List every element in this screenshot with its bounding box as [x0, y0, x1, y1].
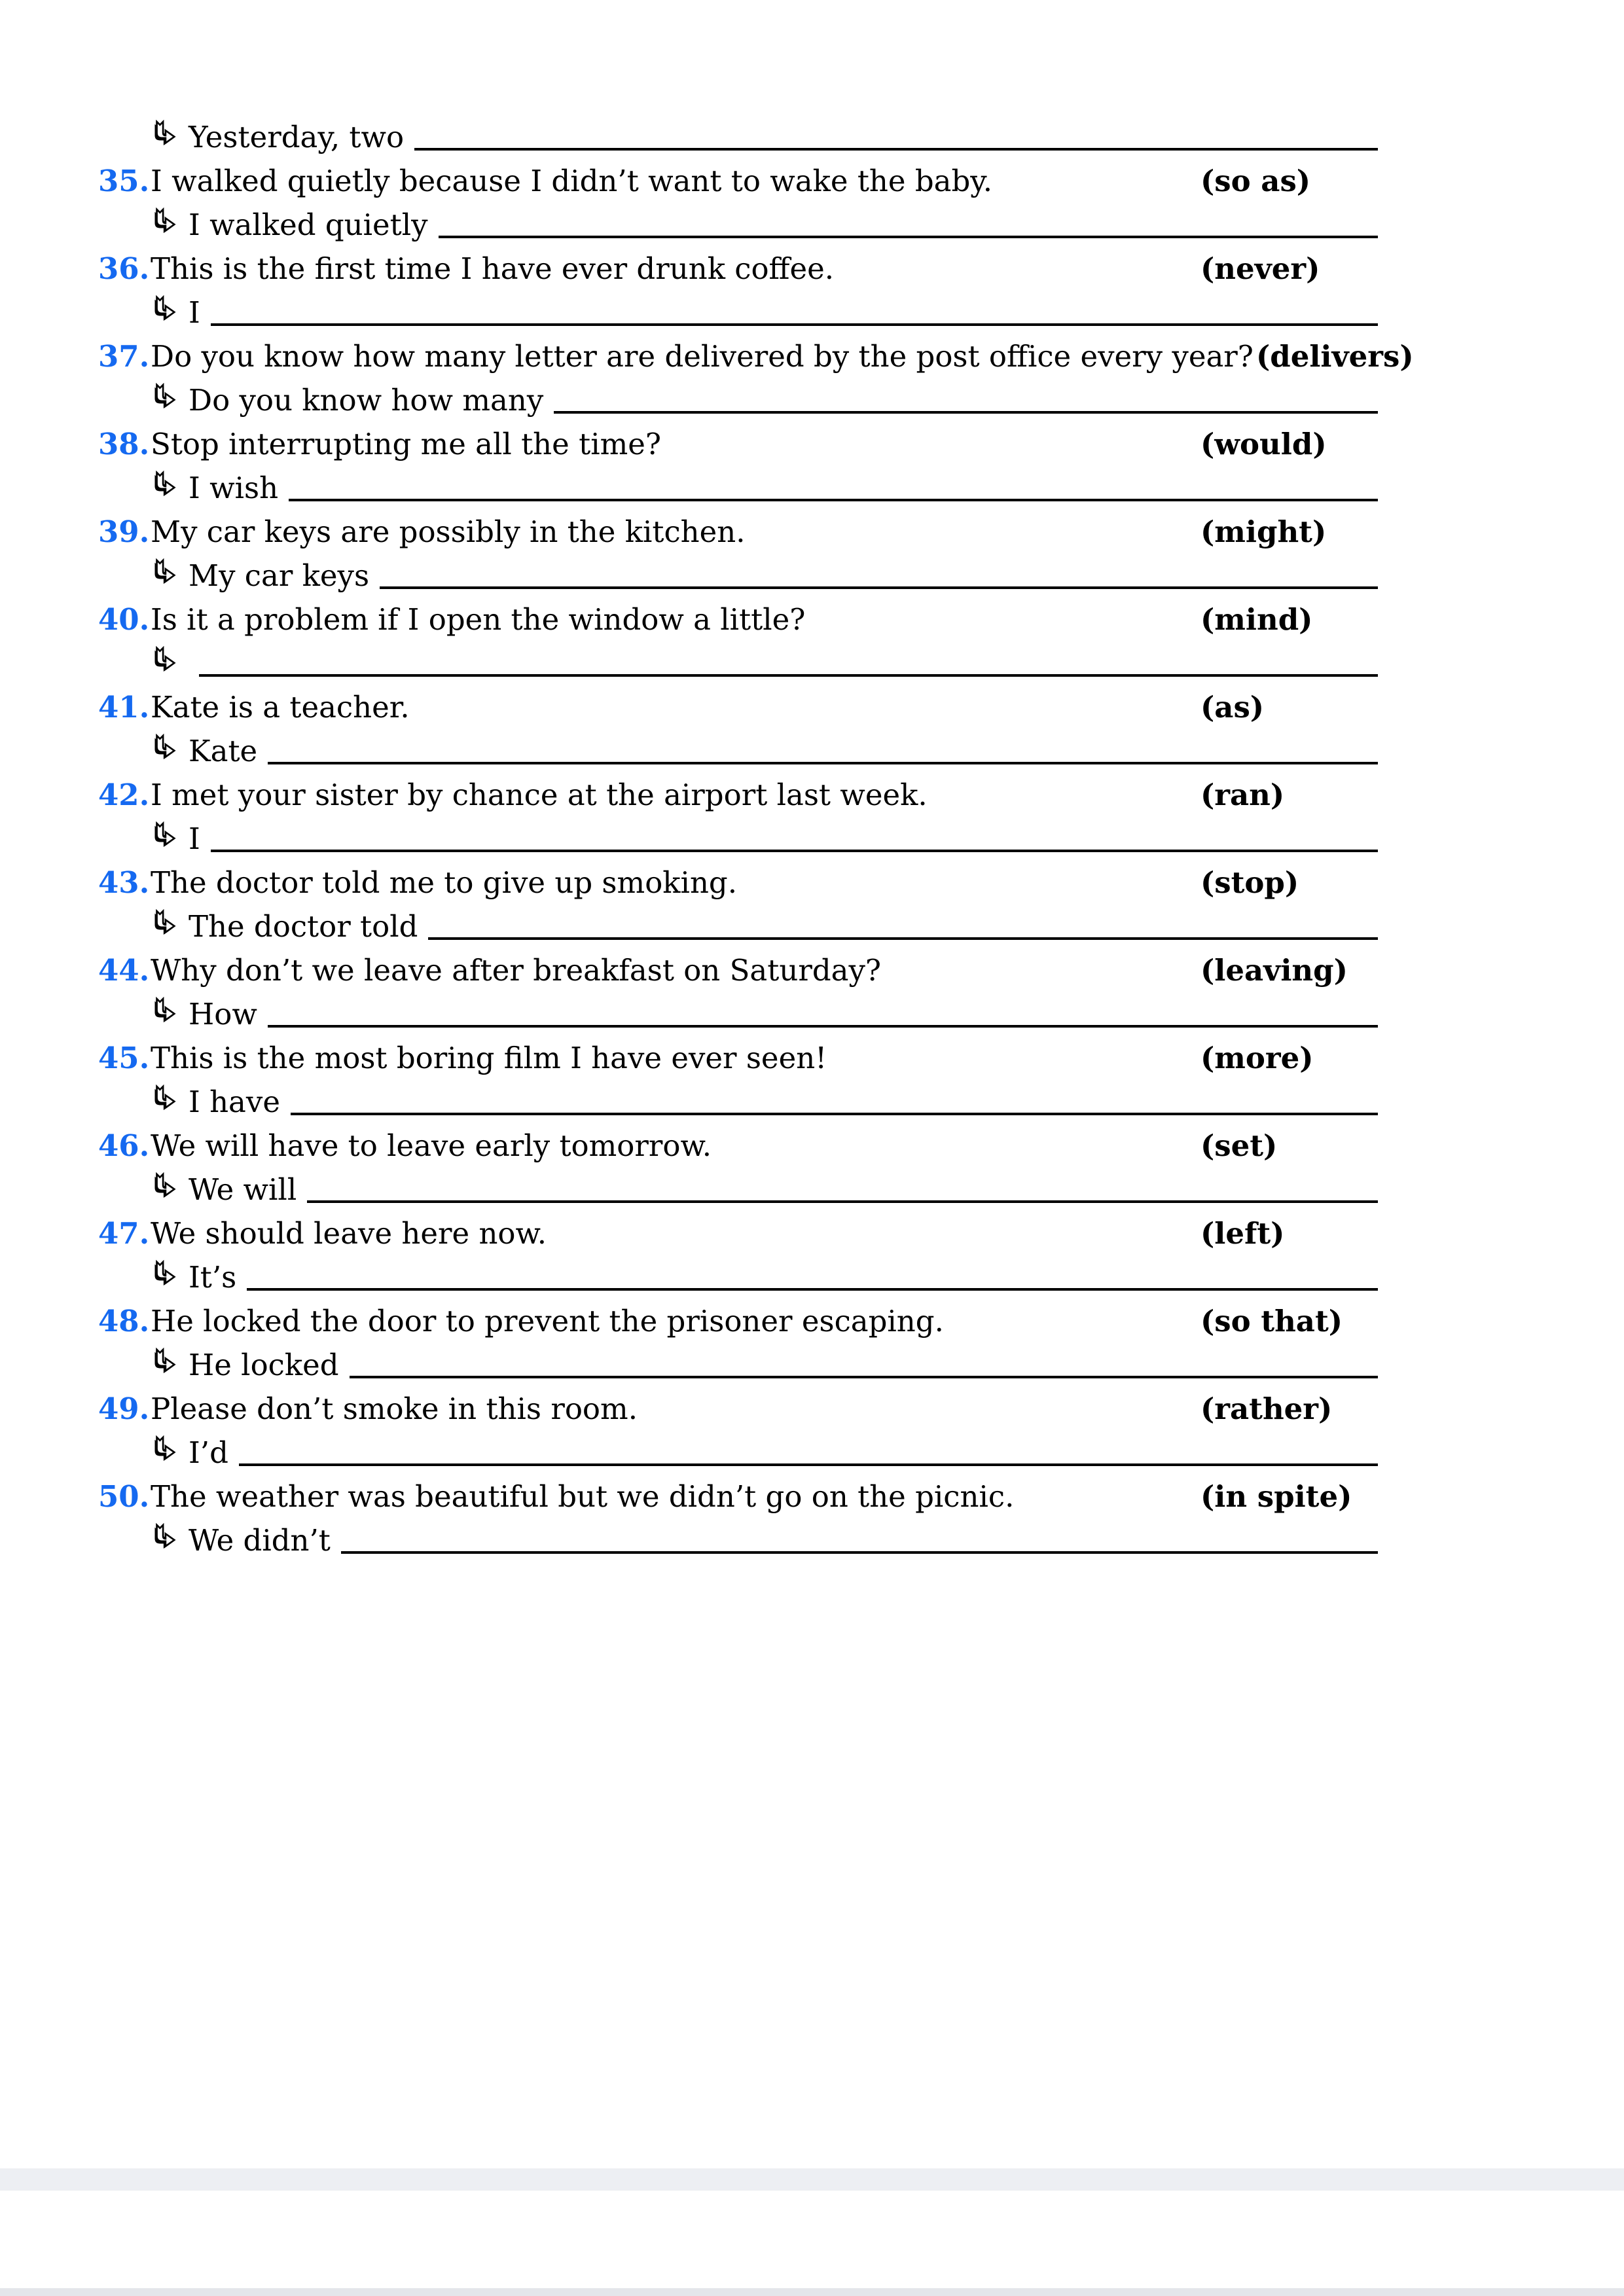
sentence-row [98, 334, 1414, 378]
item-keyword: (as) [1200, 690, 1265, 725]
item-keyword: (more) [1200, 1041, 1314, 1075]
answer-lead: I have [189, 1085, 280, 1119]
answer-lead: Kate [189, 734, 258, 768]
item-keyword: (would) [1200, 427, 1327, 461]
sentence-row [98, 510, 1414, 554]
exercise-item [98, 948, 1414, 1036]
item-sentence: Do you know how many letter are delivered by the post office every year? [151, 339, 1254, 374]
exercise-item [98, 861, 1414, 948]
item-keyword: (so that) [1200, 1304, 1343, 1338]
item-keyword: (stop) [1200, 865, 1299, 900]
answer-row [98, 641, 1414, 685]
answer-row [98, 1255, 1414, 1299]
curved-return-arrow-icon [151, 817, 179, 861]
item-keyword: (rather) [1200, 1391, 1333, 1426]
answer-blank-line [291, 1080, 1378, 1115]
answer-lead: I [189, 295, 200, 330]
item-sentence: My car keys are possibly in the kitchen. [151, 514, 746, 549]
item-number: 49. [98, 1391, 150, 1426]
sentence-row [98, 159, 1414, 203]
item-number: 36. [98, 251, 150, 286]
answer-lead: I walked quietly [189, 207, 428, 242]
curved-return-arrow-icon [151, 1168, 179, 1211]
item-sentence: We should leave here now. [151, 1216, 547, 1251]
items-list [98, 159, 1414, 1562]
sentence-row [98, 1211, 1414, 1255]
worksheet-page [98, 115, 1414, 1562]
answer-row [98, 1518, 1414, 1562]
exercise-item [98, 422, 1414, 510]
answer-row [98, 992, 1414, 1036]
sentence-row [98, 948, 1414, 992]
curved-return-arrow-icon [151, 1431, 179, 1475]
item-number: 42. [98, 778, 150, 812]
item-number: 44. [98, 953, 150, 988]
item-number: 40. [98, 602, 150, 637]
answer-blank-line [289, 466, 1378, 501]
exercise-item [98, 247, 1414, 334]
sentence-row [98, 685, 1414, 729]
answer-blank-line [554, 378, 1378, 414]
item-sentence: This is the most boring film I have ever seen! [151, 1041, 827, 1075]
answer-row [98, 729, 1414, 773]
item-keyword: (set) [1200, 1128, 1278, 1163]
item-keyword: (might) [1200, 514, 1327, 549]
sentence-row [98, 1387, 1414, 1431]
sentence-row [98, 598, 1414, 641]
item-keyword: (leaving) [1200, 953, 1348, 988]
item-sentence: Stop interrupting me all the time? [151, 427, 662, 461]
answer-lead: We will [189, 1172, 297, 1207]
item-sentence: Why don’t we leave after breakfast on Saturday? [151, 953, 882, 988]
item-number: 47. [98, 1216, 150, 1251]
answer-blank-line [199, 641, 1378, 677]
item-keyword: (ran) [1200, 778, 1285, 812]
answer-row [98, 291, 1414, 334]
item-sentence: He locked the door to prevent the prisoner escaping. [151, 1304, 944, 1338]
answer-row [98, 905, 1414, 948]
item-number: 43. [98, 865, 150, 900]
exercise-item [98, 1299, 1414, 1387]
answer-blank-line [211, 817, 1378, 852]
item-number: 37. [98, 339, 150, 374]
answer-row [98, 1431, 1414, 1475]
page-bottom-edge-band [0, 2288, 1624, 2296]
answer-blank-line [341, 1518, 1378, 1554]
item-number: 41. [98, 690, 150, 725]
answer-blank-line [247, 1255, 1378, 1291]
answer-blank-line [307, 1168, 1378, 1203]
exercise-item [98, 1124, 1414, 1211]
item-keyword: (mind) [1200, 602, 1313, 637]
curved-return-arrow-icon [151, 203, 179, 247]
answer-lead: Yesterday, two [189, 120, 405, 154]
answer-row [98, 1080, 1414, 1124]
exercise-item [98, 510, 1414, 598]
answer-blank-line [211, 291, 1378, 326]
item-number: 46. [98, 1128, 150, 1163]
answer-blank-line [380, 554, 1378, 589]
item-keyword: (never) [1200, 251, 1320, 286]
footer-gray-band [0, 2168, 1624, 2191]
answer-lead: We didn’t [189, 1523, 331, 1558]
exercise-item [98, 598, 1414, 685]
item-sentence: I met your sister by chance at the airport last week. [151, 778, 928, 812]
answer-blank-line [268, 729, 1378, 764]
curved-return-arrow-icon [151, 466, 179, 510]
item-number: 35. [98, 164, 150, 198]
answer-row [98, 203, 1414, 247]
exercise-item [98, 1387, 1414, 1475]
exercise-item [98, 159, 1414, 247]
exercise-item [98, 1036, 1414, 1124]
item-number: 38. [98, 427, 150, 461]
sentence-row [98, 1124, 1414, 1168]
curved-return-arrow-icon [151, 378, 179, 422]
answer-blank-line [414, 115, 1378, 151]
answer-lead: I [189, 821, 200, 856]
item-keyword: (delivers) [1255, 339, 1414, 374]
answer-lead: I wish [189, 471, 279, 505]
sentence-row [98, 861, 1414, 905]
answer-lead: The doctor told [189, 909, 418, 944]
answer-lead: He locked [189, 1348, 339, 1382]
answer-row [98, 554, 1414, 598]
exercise-item [98, 1475, 1414, 1562]
answer-blank-line [268, 992, 1378, 1028]
item-sentence: Kate is a teacher. [151, 690, 410, 725]
curved-return-arrow-icon [151, 291, 179, 334]
answer-lead: It’s [189, 1260, 237, 1295]
answer-lead: How [189, 997, 257, 1031]
item-number: 48. [98, 1304, 150, 1338]
sentence-row [98, 773, 1414, 817]
item-sentence: The doctor told me to give up smoking. [151, 865, 738, 900]
answer-row [98, 817, 1414, 861]
exercise-item [98, 773, 1414, 861]
exercise-item [98, 334, 1414, 422]
answer-row [98, 1168, 1414, 1211]
curved-return-arrow-icon [151, 905, 179, 948]
answer-blank-line [239, 1431, 1378, 1466]
item-sentence: Is it a problem if I open the window a little? [151, 602, 806, 637]
answer-blank-line [428, 905, 1378, 940]
sentence-row [98, 1299, 1414, 1343]
item-number: 50. [98, 1479, 150, 1514]
curved-return-arrow-icon [151, 1343, 179, 1387]
curved-return-arrow-icon [151, 115, 179, 159]
answer-blank-line [439, 203, 1378, 238]
sentence-row [98, 1036, 1414, 1080]
answer-row-partial [98, 115, 1414, 159]
curved-return-arrow-icon [151, 1080, 179, 1124]
item-keyword: (in spite) [1200, 1479, 1352, 1514]
item-number: 45. [98, 1041, 150, 1075]
exercise-item [98, 685, 1414, 773]
curved-return-arrow-icon [151, 641, 179, 685]
answer-lead: I’d [189, 1435, 228, 1470]
answer-blank-line [350, 1343, 1378, 1378]
sentence-row [98, 1475, 1414, 1518]
curved-return-arrow-icon [151, 729, 179, 773]
sentence-row [98, 247, 1414, 291]
item-sentence: The weather was beautiful but we didn’t go on the picnic. [151, 1479, 1015, 1514]
curved-return-arrow-icon [151, 992, 179, 1036]
item-sentence: This is the first time I have ever drunk coffee. [151, 251, 835, 286]
exercise-item [98, 1211, 1414, 1299]
item-keyword: (so as) [1200, 164, 1311, 198]
item-sentence: We will have to leave early tomorrow. [151, 1128, 712, 1163]
item-number: 39. [98, 514, 150, 549]
answer-lead: Do you know how many [189, 383, 544, 418]
sentence-row [98, 422, 1414, 466]
answer-row [98, 378, 1414, 422]
item-sentence: Please don’t smoke in this room. [151, 1391, 638, 1426]
curved-return-arrow-icon [151, 1255, 179, 1299]
curved-return-arrow-icon [151, 1518, 179, 1562]
answer-lead: My car keys [189, 558, 370, 593]
answer-row [98, 1343, 1414, 1387]
curved-return-arrow-icon [151, 554, 179, 598]
item-sentence: I walked quietly because I didn’t want to wake the baby. [151, 164, 993, 198]
answer-row [98, 466, 1414, 510]
item-keyword: (left) [1200, 1216, 1285, 1251]
